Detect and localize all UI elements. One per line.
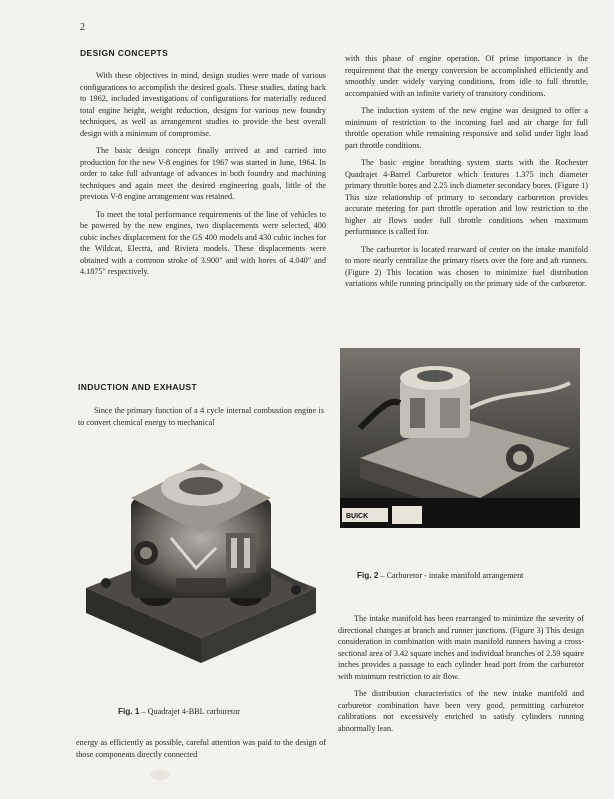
right-paragraph-4: The carburetor is located rearward of center on the intake manifold to more nearly centralize the primary risers over the fore and aft runners. (Figure 2) This location was chosen to minimize fuel distribution variations while running principally on the primary side of the carburetor. (345, 244, 588, 288)
page-number: 2 (80, 22, 85, 33)
right-paragraph-2: The induction system of the new engine was designed to offer a minimum of restriction to the incoming fuel and air charge for full throttle operation while remaining responsive and solid under light load part throttle conditions. (345, 106, 588, 150)
figure-2-caption-text: – Carburetor - intake manifold arrangement (378, 571, 524, 580)
design-paragraph-3: To meet the total performance requirements of the line of vehicles to be powered by the new engines, two displacements were selected, 400 cubic inches displacement for the GS 400 models and 430 cubic inches for the Wildcat, Electra, and Riviera models. These displacements were obtained with a common stroke of 3.900" and with bores of 4.040" and 4.1875" respectively. (80, 209, 326, 276)
figure-1-caption-text: – Quadrajet 4-BBL carburetor (139, 707, 241, 716)
figure-2-caption (357, 571, 523, 580)
figure-1-label: Fig. 1 (118, 707, 140, 716)
figure-2-label: Fig. 2 (357, 571, 379, 580)
design-paragraph-2: The basic design concept finally arrived at and carried into production for the new V-8 engines for 1967 was started in June, 1964. In order to take full advantage of advances in both foundry and machining techniques and again meet the desired engineering goals, little of the previous V-8 engine arrangement was retained. (80, 146, 326, 201)
right-column-text-lower (338, 613, 584, 740)
figure-2-manifold-photo (340, 348, 580, 528)
figure-2-badge-text: BUICK (346, 513, 369, 520)
figure-1-caption (118, 707, 240, 716)
induction-text-cont (76, 737, 326, 766)
induction-paragraph-cont: energy as efficiently as possible, careful attention was paid to the design of those components directly connected (76, 738, 326, 759)
design-concepts-heading: DESIGN CONCEPTS (80, 48, 169, 58)
right-column-text (345, 53, 588, 296)
induction-text-start (78, 405, 324, 434)
page-smudge (150, 770, 170, 780)
induction-paragraph-start: Since the primary function of a 4 cycle internal combustion engine is to convert chemical energy to mechanical (78, 406, 324, 427)
right-paragraph-5: The intake manifold has been rearranged to minimize the severity of directional changes at branch and runner junctions. (Figure 3) This design consideration in combination with main manifold runners having a cross-sectional area of 3.42 square inches and individual branches of 2.59 square inches provides a passage to each cylinder head port from the carburetor with minimum restriction to air flow. (338, 614, 584, 681)
right-paragraph-3: The basic engine breathing system starts with the Rochester Quadrajet 4-Barrel Carburetor which features 1.375 inch diameter primary throttle bores and 2.25 inch diameter secondary bores. (Figure 1) This size relationship of primary to secondary carburetion provides accurate metering for part throttle operation and low restriction to the higher air flows under full throttle conditions when maximum performance is called for. (345, 158, 588, 236)
design-paragraph-1: With these objectives in mind, design studies were made of various configurations to accomplish the desired goals. These studies, dating back to 1962, included investigations of configurations for materially reduced total engine height, weight reduction, designs for various new foundry techniques, as well as arrangement studies to provide the best overall design with a minimum of compromise. (80, 71, 326, 138)
induction-exhaust-heading: INDUCTION AND EXHAUST (78, 382, 198, 392)
right-paragraph-1: with this phase of engine operation. Of prime importance is the requirement that the energy conversion be accomplished efficiently and smoothly under widely varying conditions, from idle to full throttle, accompanied with an infinite variety of transitory conditions. (345, 54, 588, 98)
design-concepts-text (80, 70, 326, 284)
right-paragraph-6: The distribution characteristics of the new intake manifold and carburetor combination have been very good, permitting carburetor calibrations not excessively enriched to satisfy cylinders running abnormally lean. (338, 689, 584, 733)
figure-1-carburetor-photo (76, 438, 326, 688)
